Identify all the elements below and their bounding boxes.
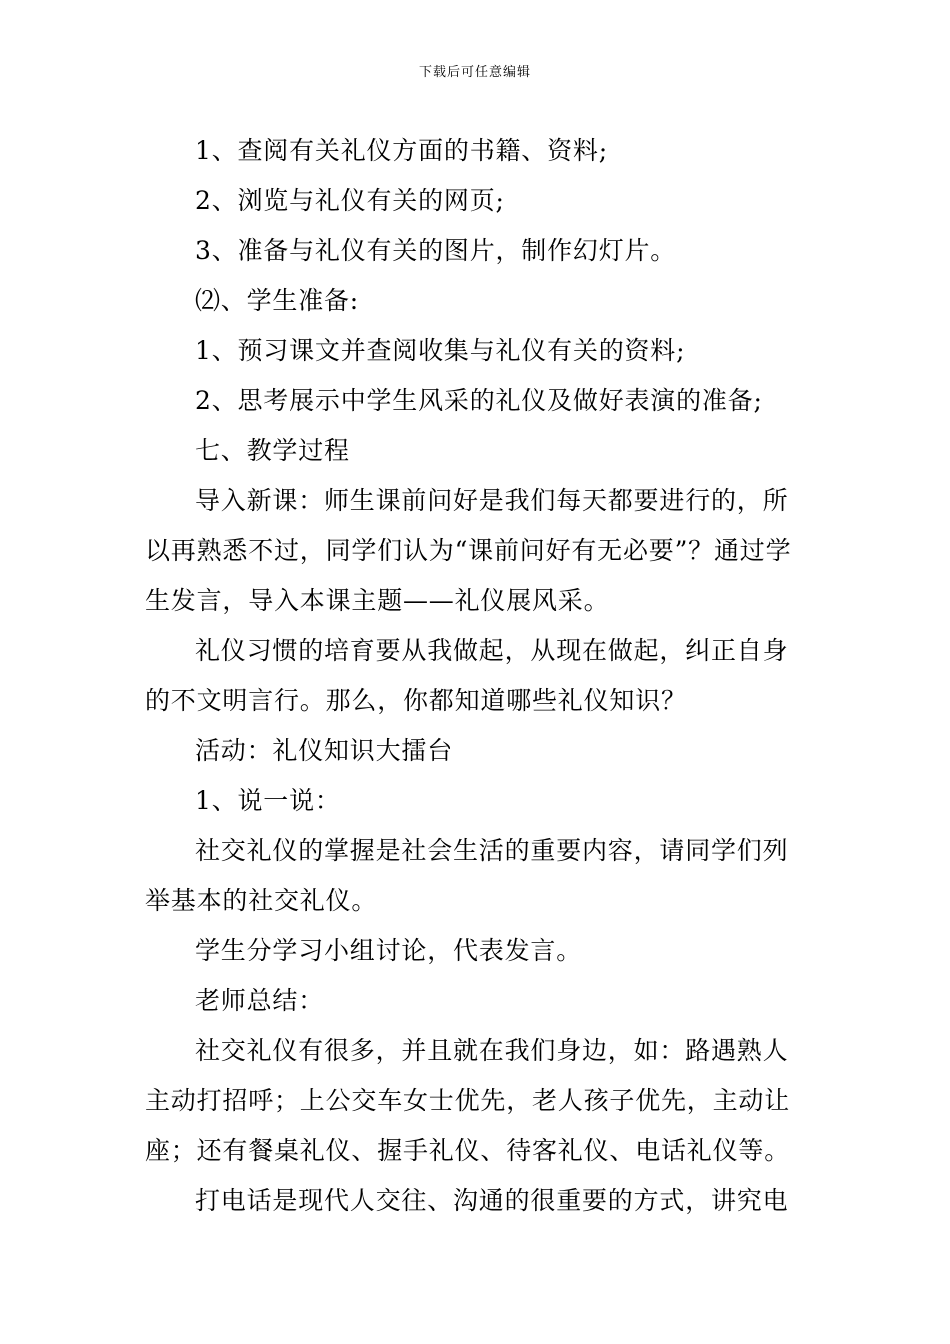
document-body — [145, 126, 810, 1226]
paragraph-3: 3、准备与礼仪有关的图片，制作幻灯片。 — [195, 236, 677, 265]
paragraph-activity: 活动：礼仪知识大擂台 — [195, 736, 454, 765]
paragraph-4: ⑵、学生准备: — [195, 286, 360, 315]
paragraph-phone: 打电话是现代人交往、沟通的很重要的方式，讲究电 — [195, 1186, 789, 1215]
section-heading: 七、教学过程 — [195, 436, 350, 465]
paragraph-2: 2、浏览与礼仪有关的网页; — [195, 186, 505, 215]
paragraph-summary: 社交礼仪有很多，并且就在我们身边，如：路遇熟人主动打招呼；上公交车女士优先，老人孩子优先，主动让座；还有餐桌礼仪、握手礼仪、待客礼仪、电话礼仪等。 — [145, 1036, 791, 1165]
paragraph-summary-label: 老师总结： — [195, 986, 325, 1015]
paragraph-6: 2、思考展示中学生风采的礼仪及做好表演的准备; — [195, 386, 763, 415]
paragraph-say: 1、说一说： — [195, 786, 341, 815]
paragraph-discussion: 学生分学习小组讨论，代表发言。 — [195, 936, 583, 965]
paragraph-intro: 导入新课：师生课前问好是我们每天都要进行的，所以再熟悉不过，同学们认为“课前问好有无必要”？通过学生发言，导入本课主题——礼仪展风采。 — [145, 486, 792, 615]
paragraph-5: 1、预习课文并查阅收集与礼仪有关的资料; — [195, 336, 686, 365]
paragraph-habits: 礼仪习惯的培育要从我做起，从现在做起，纠正自身的不文明言行。那么，你都知道哪些礼仪知识？ — [145, 636, 789, 715]
paragraph-1: 1、查阅有关礼仪方面的书籍、资料; — [195, 136, 608, 165]
page-header-note: 下载后可任意编辑 — [418, 65, 531, 80]
paragraph-social: 社交礼仪的掌握是社会生活的重要内容，请同学们列举基本的社交礼仪。 — [145, 836, 789, 915]
